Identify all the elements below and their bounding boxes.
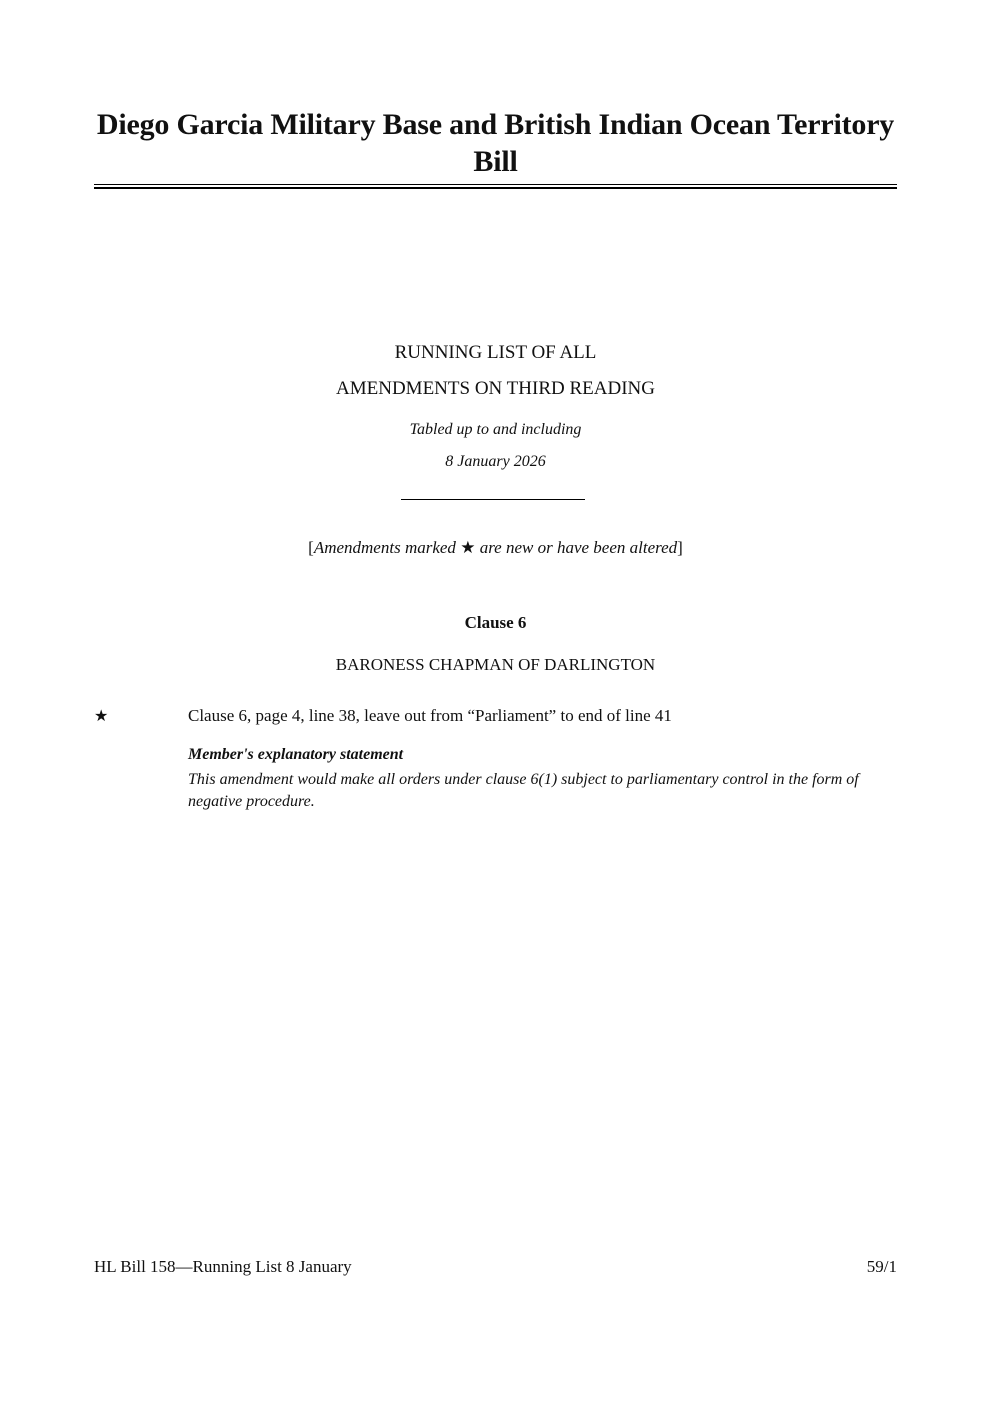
note-open-bracket: [ <box>308 538 314 557</box>
title-rule-thick <box>94 187 897 189</box>
explanatory-statement-heading: Member's explanatory statement <box>188 746 404 763</box>
amendments-note <box>94 538 897 558</box>
star-icon: ★ <box>94 708 109 725</box>
tabled-label: Tabled up to and including <box>409 421 582 438</box>
note-text-before: Amendments marked <box>313 538 461 557</box>
member-name: BARONESS CHAPMAN OF DARLINGTON <box>335 655 656 674</box>
amendment-text: Clause 6, page 4, line 38, leave out from “Parliament” to end of line 41 <box>188 706 672 725</box>
section-divider <box>401 499 585 500</box>
list-heading-line1: RUNNING LIST OF ALL <box>394 342 597 363</box>
clause-heading: Clause 6 <box>464 613 527 632</box>
title-rule-thin <box>94 184 897 185</box>
tabled-date: 8 January 2026 <box>445 453 546 470</box>
note-close-bracket: ] <box>677 538 683 557</box>
footer-page-number: 59/1 <box>866 1257 897 1276</box>
explanatory-statement-body: This amendment would make all orders under clause 6(1) subject to parliamentary control in the form of negative procedure. <box>188 771 859 810</box>
list-heading-line2: AMENDMENTS ON THIRD READING <box>336 378 655 399</box>
bill-title: Diego Garcia Military Base and British Indian Ocean Territory Bill <box>96 108 895 178</box>
star-icon: ★ <box>460 538 476 557</box>
footer-bill-reference: HL Bill 158—Running List 8 January <box>94 1257 352 1276</box>
note-text-after: are new or have been altered <box>475 538 678 557</box>
